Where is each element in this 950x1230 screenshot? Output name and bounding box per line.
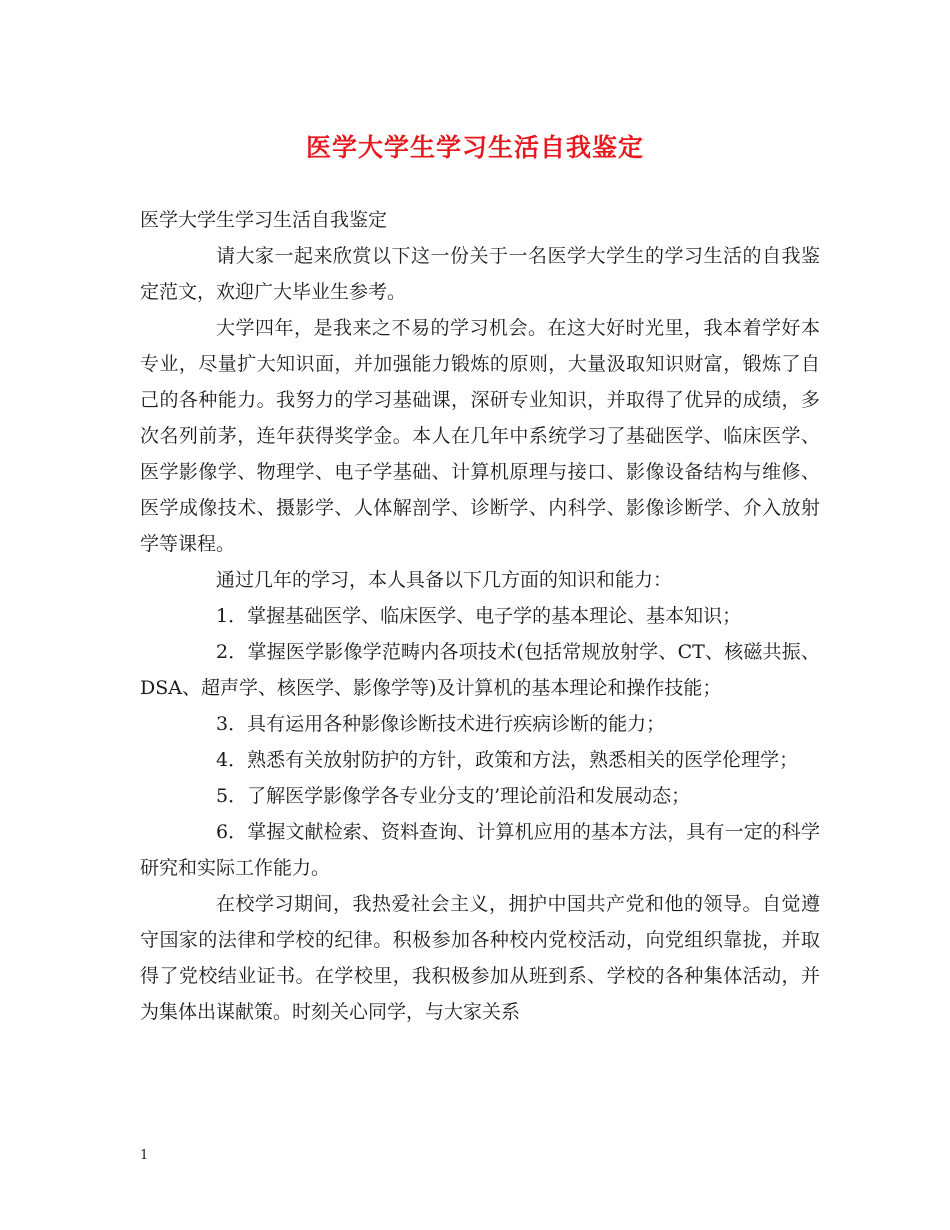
list-item-2: 2．掌握医学影像学范畴内各项技术(包括常规放射学、CT、核磁共振、DSA、超声学、核医学、影像学等)及计算机的基本理论和操作技能； <box>140 641 820 699</box>
document-body <box>140 202 820 1030</box>
paragraph-school-life: 在校学习期间，我热爱社会主义，拥护中国共产党和他的领导。自觉遵守国家的法律和学校的纪律。积极参加各种校内党校活动，向党组织靠拢，并取得了党校结业证书。在学校里，我积极参加从班到系、学校的各种集体活动，并为集体出谋献策。时刻关心同学，与大家关系 <box>140 893 820 1023</box>
list-item-1: 1．掌握基础医学、临床医学、电子学的基本理论、基本知识； <box>216 605 742 627</box>
list-item-4: 4．熟悉有关放射防护的方针，政策和方法，熟悉相关的医学伦理学； <box>216 749 799 771</box>
document-subtitle: 医学大学生学习生活自我鉴定 <box>140 209 388 231</box>
paragraph-four-years: 大学四年，是我来之不易的学习机会。在这大好时光里，我本着学好本专业，尽量扩大知识面，并加强能力锻炼的原则，大量汲取知识财富，锻炼了自己的各种能力。我努力的学习基础课，深研专业知识，并取得了优异的成绩，多次名列前茅，连年获得奖学金。本人在几年中系统学习了基础医学、临床医学、医学影像学、物理学、电子学基础、计算机原理与接口、影像设备结构与维修、医学成像技术、摄影学、人体解剖学、诊断学、内科学、影像诊断学、介入放射学等课程。 <box>140 317 820 555</box>
list-item-3: 3．具有运用各种影像诊断技术进行疾病诊断的能力； <box>216 713 666 735</box>
page-number: 1 <box>140 1148 149 1163</box>
list-item-6: 6．掌握文献检索、资料查询、计算机应用的基本方法，具有一定的科学研究和实际工作能力。 <box>140 821 820 879</box>
paragraph-abilities-lead: 通过几年的学习，本人具备以下几方面的知识和能力： <box>216 569 673 591</box>
list-item-5: 5．了解医学影像学各专业分支的’理论前沿和发展动态； <box>216 785 691 807</box>
document-title: 医学大学生学习生活自我鉴定 <box>305 133 644 162</box>
paragraph-intro: 请大家一起来欣赏以下这一份关于一名医学大学生的学习生活的自我鉴定范文，欢迎广大毕业生参考。 <box>140 245 820 303</box>
